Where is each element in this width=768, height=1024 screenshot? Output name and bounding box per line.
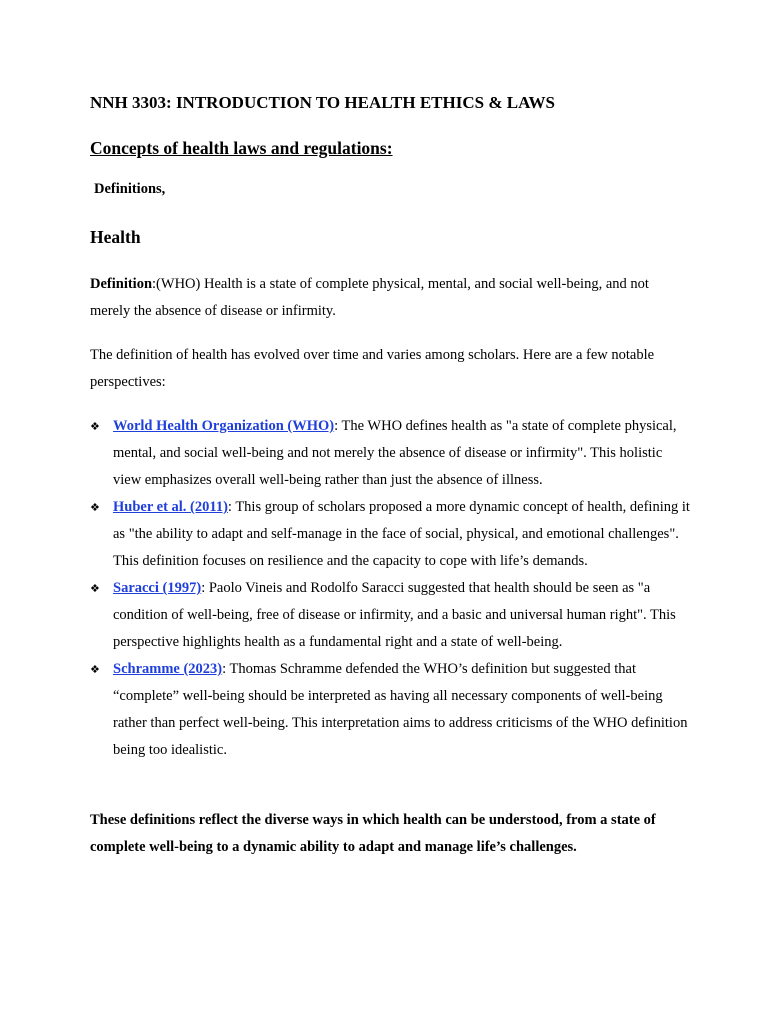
definition-label: Definition: [90, 276, 153, 292]
diamond-bullet-icon: ❖: [90, 501, 100, 514]
list-item: [90, 494, 690, 575]
perspective-text: : Thomas Schramme defended the WHO’s definition but suggested that “complete” well-being should be interpreted as having all necessary components of well-being rather than perfect well-being. This interpretation aims to address criticisms of the WHO definition being too idealistic.: [113, 661, 688, 758]
reference-link-saracci[interactable]: Saracci (1997): [113, 580, 202, 596]
definitions-label: Definitions,: [94, 181, 166, 197]
list-item: [90, 413, 690, 494]
section-title: Concepts of health laws and regulations:: [90, 138, 393, 158]
definition-paragraph: [90, 271, 690, 325]
list-item: [90, 575, 690, 656]
perspective-text: : Paolo Vineis and Rodolfo Saracci suggested that health should be seen as "a condition of well-being, free of disease or infirmity, and a basic and universal human right". This perspective highlights health as a fundamental right and a state of well-being.: [113, 580, 676, 650]
perspective-text: : This group of scholars proposed a more dynamic concept of health, defining it as "the ability to adapt and self-manage in the face of social, physical, and emotional challenges". This definition focuses on resilience and the capacity to cope with life’s demands.: [113, 499, 690, 569]
health-heading: Health: [90, 227, 141, 247]
diamond-bullet-icon: ❖: [90, 663, 100, 676]
intro-paragraph: The definition of health has evolved over time and varies among scholars. Here are a few notable perspectives:: [90, 347, 655, 390]
reference-link-schramme[interactable]: Schramme (2023): [113, 661, 223, 677]
diamond-bullet-icon: ❖: [90, 420, 100, 433]
perspective-text: : The WHO defines health as "a state of complete physical, mental, and social well-being and not merely the absence of disease or infirmity". This holistic view emphasizes overall well-being rather than just the absence of illness.: [113, 418, 677, 488]
reference-link-who[interactable]: World Health Organization (WHO): [113, 418, 335, 434]
diamond-bullet-icon: ❖: [90, 582, 100, 595]
list-item: [90, 656, 690, 764]
reference-link-huber[interactable]: Huber et al. (2011): [113, 499, 228, 515]
summary-paragraph: These definitions reflect the diverse ways in which health can be understood, from a state of complete well-being to a dynamic ability to adapt and manage life’s challenges.: [90, 812, 656, 855]
course-title: NNH 3303: INTRODUCTION TO HEALTH ETHICS & LAWS: [90, 93, 555, 112]
definition-text: :(WHO) Health is a state of complete physical, mental, and social well-being, and not merely the absence of disease or infirmity.: [90, 276, 649, 319]
perspectives-list: [90, 413, 690, 764]
